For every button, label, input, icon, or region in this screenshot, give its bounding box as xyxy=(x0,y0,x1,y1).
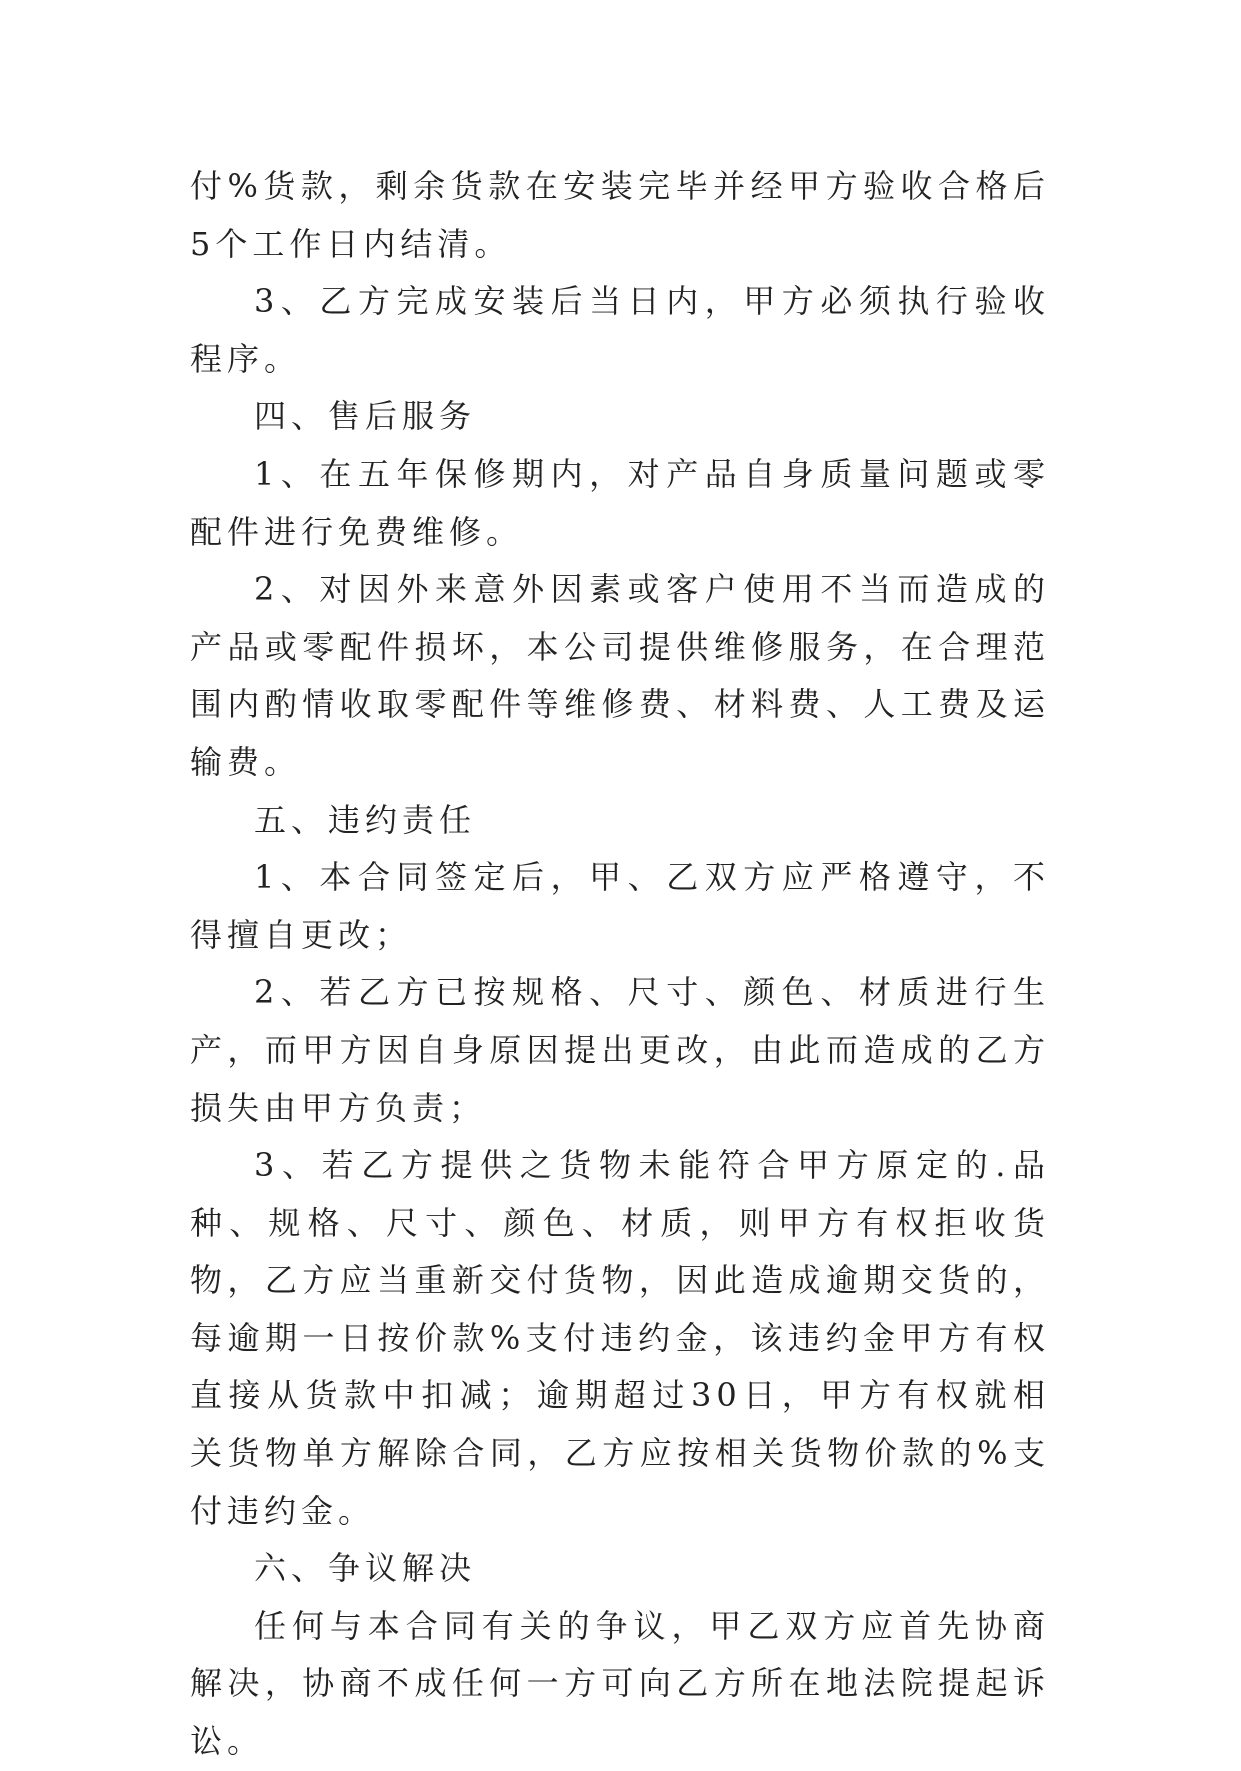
paragraph-party-a-change-loss: 2、若乙方已按规格、尺寸、颜色、材质进行生产，而甲方因自身原因提出更改，由此而造成的乙方损失由甲方负责； xyxy=(190,973,1050,1127)
paragraph-nonconforming-goods: 3、若乙方提供之货物未能符合甲方原定的.品种、规格、尺寸、颜色、材质，则甲方有权拒收货物，乙方应当重新交付货物，因此造成逾期交货的，每逾期一日按价款%支付违约金，该违约金甲方有权直接从货款中扣减；逾期超过30日，甲方有权就相关货物单方解除合同，乙方应按相关货物价款的%支付违约金。 xyxy=(190,1146,1050,1530)
section-heading-breach-liability: 五、违约责任 xyxy=(254,800,477,839)
paragraph-paid-repair: 2、对因外来意外因素或客户使用不当而造成的产品或零配件损坏，本公司提供维修服务，在合理范围内酌情收取零配件等维修费、材料费、人工费及运输费。 xyxy=(190,570,1050,781)
document-body xyxy=(190,158,1050,1771)
paragraph-payment-continuation: 付%货款，剩余货款在安装完毕并经甲方验收合格后5个工作日内结清。 xyxy=(190,167,1050,263)
paragraph-warranty-repair: 1、在五年保修期内，对产品自身质量问题或零配件进行免费维修。 xyxy=(190,454,1050,551)
paragraph-no-unilateral-change: 1、本合同签定后，甲、乙双方应严格遵守，不得擅自更改； xyxy=(190,858,1050,954)
section-heading-after-sales: 四、售后服务 xyxy=(254,397,477,436)
paragraph-acceptance-procedure: 3、乙方完成安装后当日内，甲方必须执行验收程序。 xyxy=(190,282,1050,378)
paragraph-dispute-litigation: 任何与本合同有关的争议，甲乙双方应首先协商解决，协商不成任何一方可向乙方所在地法院提起诉讼。 xyxy=(190,1606,1050,1761)
section-heading-dispute-resolution: 六、争议解决 xyxy=(254,1549,477,1588)
